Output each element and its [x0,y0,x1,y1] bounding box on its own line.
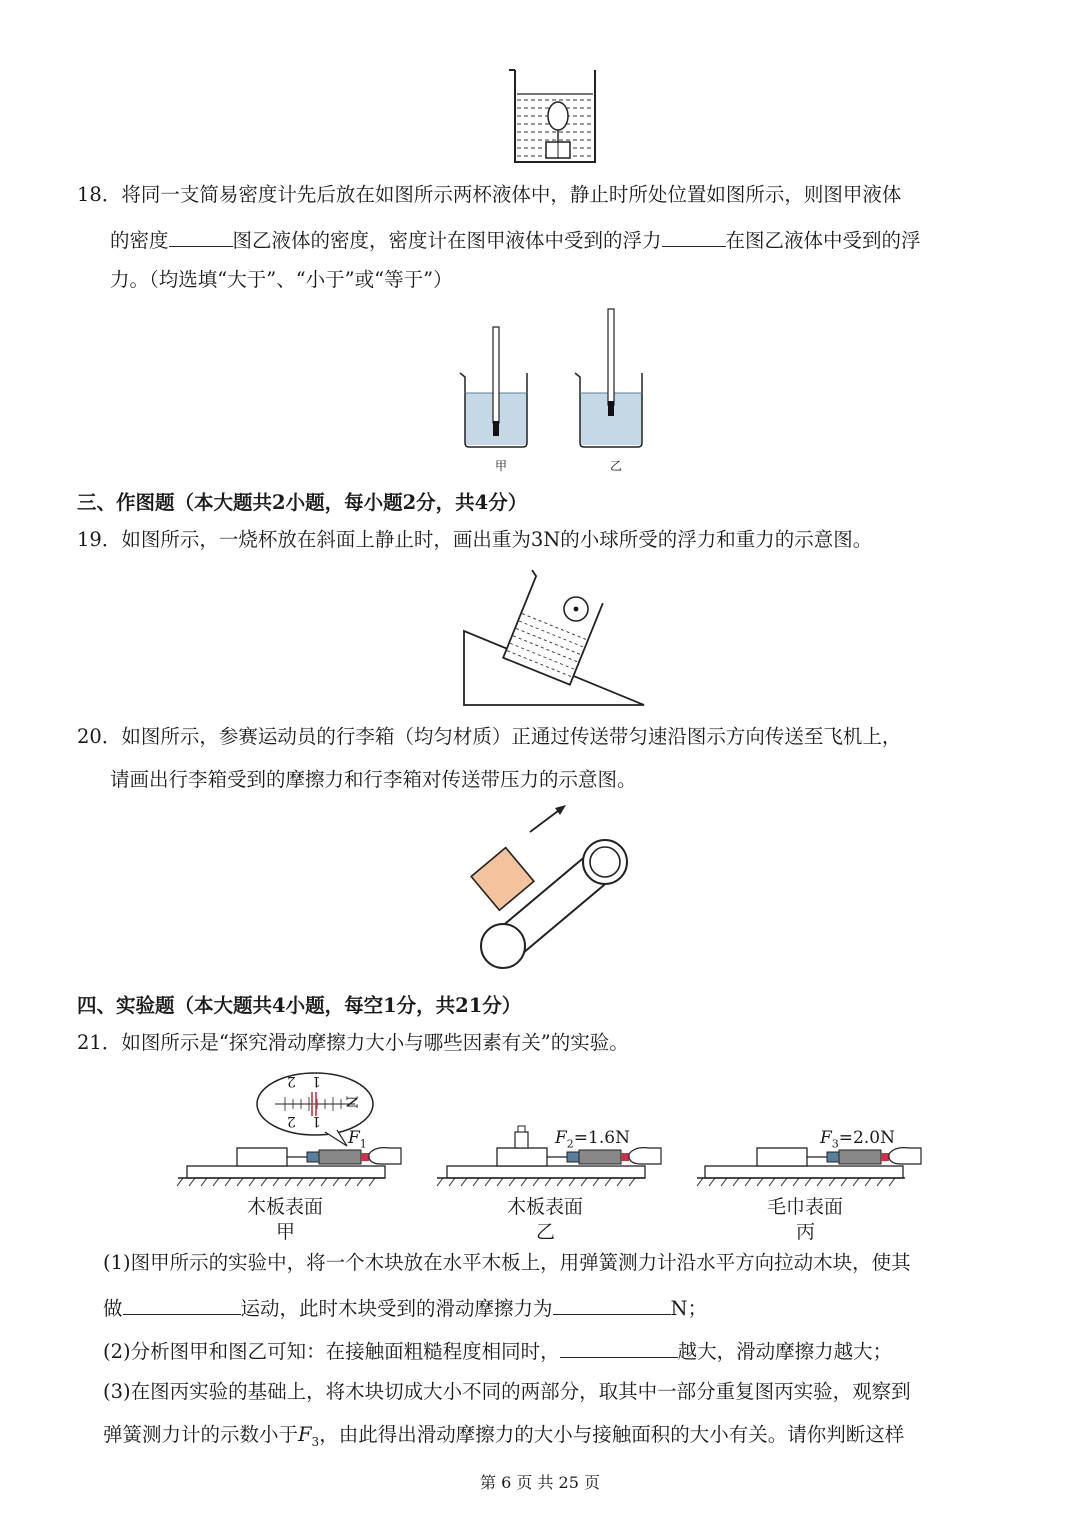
page-footer: 第 6 页 共 25 页 [480,1473,600,1492]
figure-label-yi: 乙 [610,459,623,473]
force-symbol: F [555,1128,567,1148]
force-symbol: F [820,1128,832,1148]
section-4-heading: 四、实验题（本大题共4小题，每空1分，共21分） [77,994,522,1017]
q21-part3-b: ，由此得出滑动摩擦力的大小与接触面积的大小有关。请你判断这样 [319,1423,905,1446]
scale-label-1-bottom: 1 [312,1113,321,1129]
force-symbol: F [348,1128,360,1148]
answer-blank[interactable] [169,228,233,247]
answer-blank[interactable] [560,1339,678,1358]
force-value: =2.0N [838,1128,895,1148]
q20-line1: 20．如图所示，参赛运动员的行李箱（均匀材质）正通过传送带匀速沿图示方向传送至飞机上， [77,725,902,748]
q21-part2-b: 越大，滑动摩擦力越大； [677,1340,893,1363]
surface-label-3: 毛巾表面 [767,1196,844,1218]
figure-name-bing: 丙 [796,1221,816,1243]
hydrometer-beakers-figure [455,305,665,470]
force-subscript: 1 [359,1137,367,1151]
q18-line2-part2: 图乙液体的密度，密度计在图甲液体中受到的浮力 [232,229,662,252]
q21-part3-a: 弹簧测力计的示数小于 [103,1423,299,1446]
force-symbol-f3: F [298,1423,312,1446]
force-label-f1 [348,1128,367,1150]
q20-line2: 请画出行李箱受到的摩擦力和行李箱对传送带压力的示意图。 [110,768,637,791]
force-subscript: 2 [566,1137,574,1151]
q21-intro: 21．如图所示是“探究滑动摩擦力大小与哪些因素有关”的实验。 [77,1031,629,1054]
answer-blank[interactable] [123,1296,241,1315]
force-subscript-3: 3 [311,1434,320,1449]
q21-part1-b: 运动，此时木块受到的滑动摩擦力为 [240,1297,553,1320]
q21-part1-c: N； [670,1297,708,1320]
q21-part3-line1: (3)在图丙实验的基础上，将木块切成大小不同的两部分，取其中一部分重复图丙实验，观察到 [103,1380,911,1403]
beaker-float-figure [505,68,605,168]
incline-beaker-figure [460,563,650,708]
conveyor-belt-figure [470,800,640,980]
scale-unit-n: N [342,1095,361,1109]
scale-label-2-bottom: 2 [287,1113,296,1129]
scale-label-1-top: 1 [312,1073,321,1089]
q21-part1-a: 做 [103,1297,123,1320]
q21-part1-line1: (1)图甲所示的实验中，将一个木块放在水平木板上，用弹簧测力计沿水平方向拉动木块，使其 [103,1251,911,1274]
surface-label-1: 木板表面 [247,1196,324,1218]
section-3-heading: 三、作图题（本大题共2小题，每小题2分，共4分） [77,491,528,514]
figure-label-jia: 甲 [495,459,508,473]
q21-part1-line2 [103,1296,707,1319]
scale-label-2-top: 2 [287,1073,296,1089]
q18-line2-part1: 的密度 [110,229,169,252]
surface-label-2: 木板表面 [507,1196,584,1218]
q18-line2-part3: 在图乙液体中受到的浮 [725,229,921,252]
figure-name-yi: 乙 [536,1221,556,1243]
q21-part3-line2 [103,1425,904,1448]
q21-part2-a: (2)分析图甲和图乙可知：在接触面粗糙程度相同时， [103,1340,560,1363]
force-subscript: 3 [831,1137,839,1151]
force-value: =1.6N [573,1128,630,1148]
q21-part2 [103,1339,892,1362]
q18-line3: 力。（均选填“大于”、“小于”或“等于”） [110,268,453,291]
q18-line1: 18．将同一支简易密度计先后放在如图所示两杯液体中，静止时所处位置如图所示，则图甲液体 [77,183,902,206]
figure-name-jia: 甲 [276,1221,296,1243]
q19-text: 19．如图所示，一烧杯放在斜面上静止时，画出重为3N的小球所受的浮力和重力的示意图。 [77,528,873,551]
force-label-f2 [555,1128,630,1150]
force-label-f3 [820,1128,895,1150]
answer-blank[interactable] [553,1296,671,1315]
q18-line2 [110,228,921,251]
answer-blank[interactable] [662,228,726,247]
